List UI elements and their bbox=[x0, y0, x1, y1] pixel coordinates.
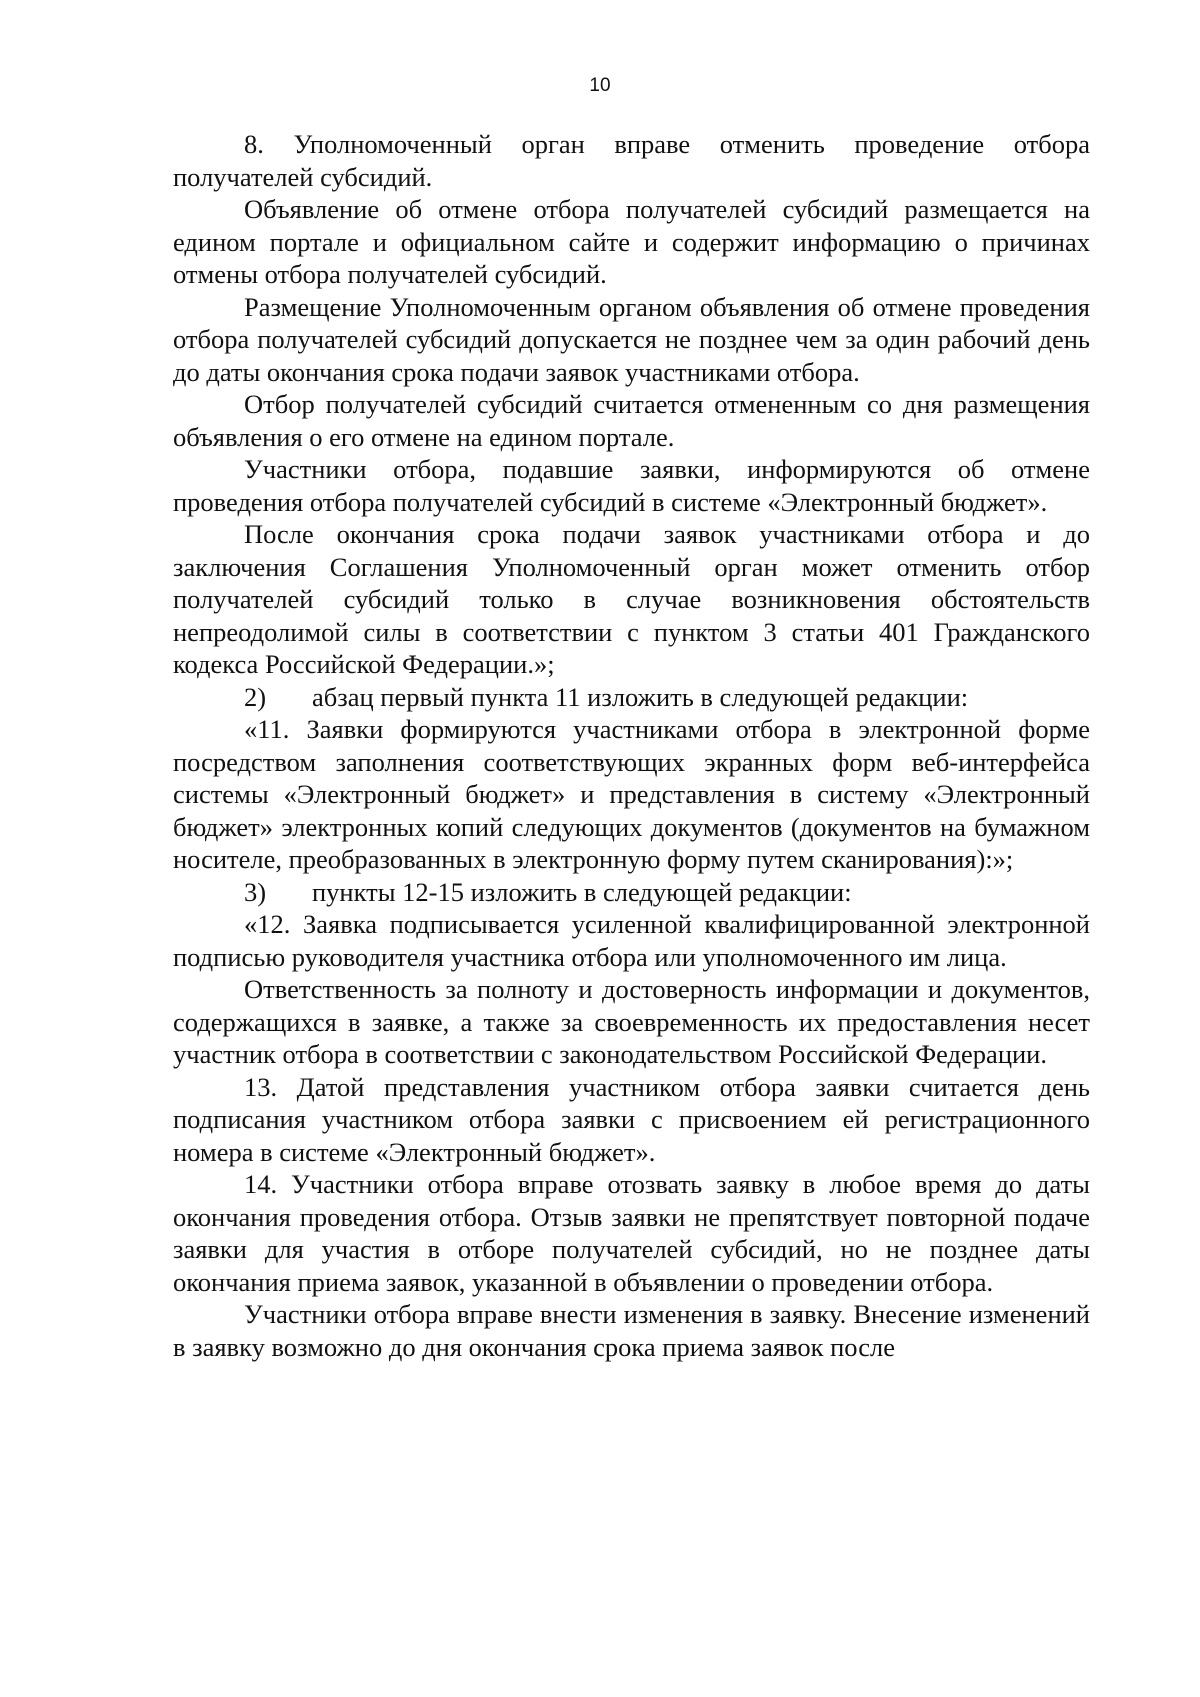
paragraph-changes: Участники отбора вправе внести изменения в заявку. Внесение изменений в заявку возможно до дня окончания срока приема заявок после bbox=[173, 1299, 1090, 1362]
paragraph-12-signature: «12. Заявка подписывается усиленной квалифицированной электронной подписью руководителя участника отбора или уполномоченного им лица. bbox=[173, 909, 1090, 972]
paragraph-cancel-deadline: Размещение Уполномоченным органом объявления об отмене проведения отбора получателей субсидий допускается не позднее чем за один рабочий день до даты окончания срока подачи заявок участниками отбора. bbox=[173, 291, 1090, 387]
paragraph-responsibility: Ответственность за полноту и достоверность информации и документов, содержащихся в заявке, а также за своевременность их предоставления несет участник отбора в соответствии с законодательством Российской Федерации. bbox=[173, 974, 1090, 1069]
paragraph-participants-informed: Участники отбора, подавшие заявки, информируются об отмене проведения отбора получателей субсидий в системе «Электронный бюджет». bbox=[173, 454, 1090, 517]
paragraph-force-majeure: После окончания срока подачи заявок участниками отбора и до заключения Соглашения Уполномоченный орган может отменить отбор получателей субсидий только в случае возникновения обстоятельств непреодолимой силы в соответствии с пунктом 3 статьи 401 Гражданского кодекса Российской Федерации.»; bbox=[173, 519, 1090, 679]
paragraph-cancel-announcement: Объявление об отмене отбора получателей субсидий размещается на едином портале и официальном сайте и содержит информацию о причинах отмены отбора получателей субсидий. bbox=[173, 194, 1090, 289]
paragraph-8-cancel-selection: 8. Уполномоченный орган вправе отменить проведение отбора получателей субсидий. bbox=[173, 129, 1090, 192]
document-body bbox=[173, 128, 1090, 1363]
list-item-number: 2) bbox=[244, 681, 267, 712]
list-item-text: абзац первый пункта 11 изложить в следующей редакции: bbox=[312, 681, 969, 712]
list-item-2 bbox=[173, 681, 1090, 714]
paragraph-13-submission-date: 13. Датой представления участником отбора заявки считается день подписания участником отбора заявки с присвоением ей регистрационного номера в системе «Электронный бюджет». bbox=[173, 1071, 1090, 1167]
paragraph-14-withdrawal: 14. Участники отбора вправе отозвать заявку в любое время до даты окончания проведения отбора. Отзыв заявки не препятствует повторной подаче заявки для участия в отборе получателей субсидий, но не позднее даты окончания приема заявок, указанной в объявлении о проведении отбора. bbox=[173, 1169, 1090, 1297]
page-number: 10 bbox=[589, 75, 611, 96]
paragraph-11-applications: «11. Заявки формируются участниками отбора в электронной форме посредством заполнения соответствующих экранных форм веб-интерфейса системы «Электронный бюджет» и представления в систему «Электронный бюджет» электронных копий следующих документов (документов на бумажном носителе, преобразованных в электронную форму путем сканирования):»; bbox=[173, 714, 1090, 874]
list-item-3 bbox=[173, 876, 1090, 909]
list-item-number: 3) bbox=[244, 876, 267, 907]
paragraph-cancel-effective: Отбор получателей субсидий считается отмененным со дня размещения объявления о его отмене на едином портале. bbox=[173, 389, 1090, 452]
list-item-text: пункты 12-15 изложить в следующей редакции: bbox=[312, 876, 852, 907]
